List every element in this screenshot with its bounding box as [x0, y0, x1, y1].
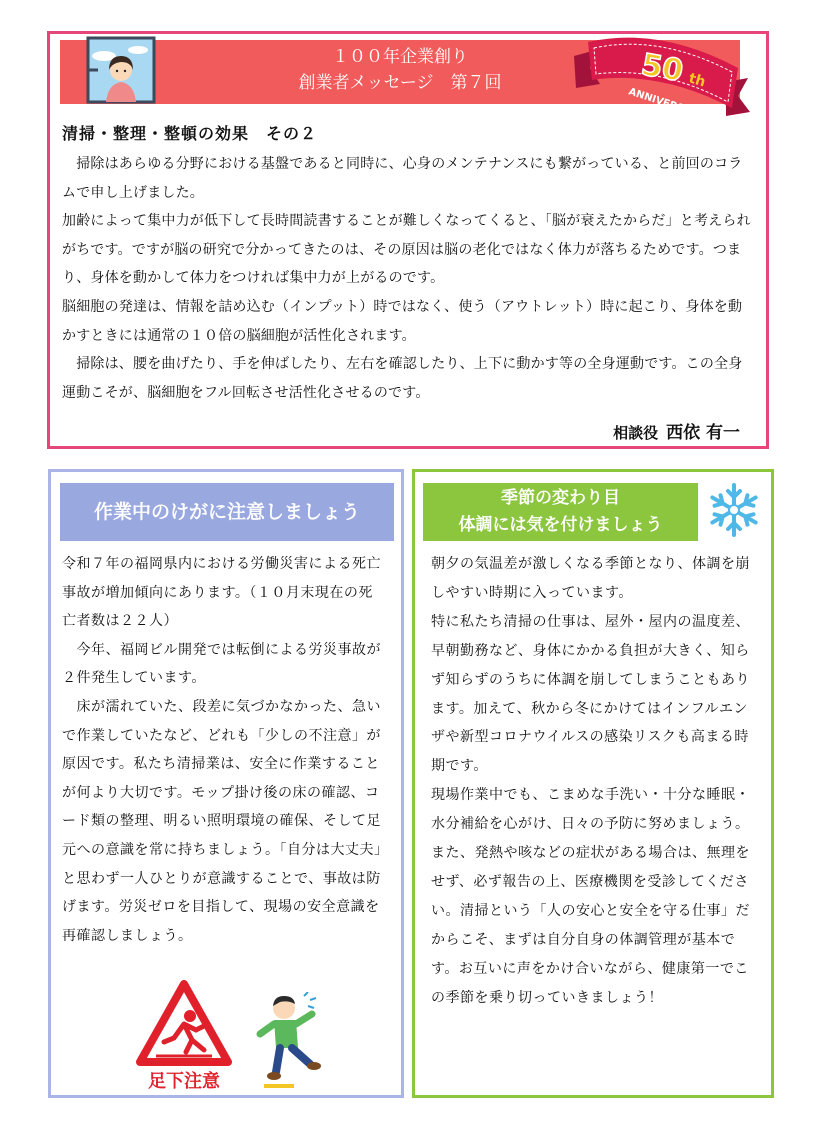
seasonal-paragraph: また、発熱や咳などの症状がある場合は、無理をせず、必ず報告の上、医療機関を受診してください。清掃という「人の安心と安全を守る仕事」だからこそ、まずは自分自身の体調管理が基本です。お互いに声をかけ合いながら、健康第一でこの季節を乗り切っていきましょう！ — [431, 845, 750, 1006]
title-line-2: 創業者メッセージ 第７回 — [298, 73, 502, 93]
injury-caution-title: 作業中のけがに注意しましょう — [93, 501, 360, 523]
seasonal-health-title — [423, 485, 698, 539]
article-paragraph: 掃除は、腰を曲げたり、手を伸ばしたり、左右を確認したり、上下に動かす等の全身運動です。この全身運動こそが、脳細胞をフル回転させ活性化させるのです。 — [62, 356, 743, 401]
article-paragraph: 脳細胞の発達は、情報を詰め込む（インプット）時ではなく、使う（アウトレット）時に起こり、身体を動かすときには通常の１０倍の脳細胞が活性化されます。 — [62, 298, 743, 344]
article-heading: 清掃・整理・整頓の効果 その２ — [62, 124, 318, 143]
signature-name: 西依 有一 — [666, 423, 740, 443]
injury-caution-paragraph: 今年、福岡ビル開発では転倒による労災事故が２件発生しています。 — [62, 641, 381, 687]
signature-role: 相談役 — [613, 424, 659, 442]
seasonal-title-line-1: 季節の変わり目 — [501, 488, 620, 508]
seasonal-paragraph: 特に私たち清掃の仕事は、屋外・屋内の温度差、早朝勤務など、身体にかかる負担が大きく、知らず知らずのうちに体調を崩してしまうこともあります。加えて、秋から冬にかけてはインフルエンザや新型コロナウイルスの感染リスクも高まる時期です。 — [431, 613, 750, 775]
title-line-1: １００年企業創り — [332, 47, 468, 67]
article-signature — [560, 418, 740, 443]
badge-number: 50 — [638, 47, 686, 90]
anniversary-badge — [566, 28, 754, 132]
injury-caution-body — [62, 550, 382, 950]
article-paragraph: 加齢によって集中力が低下して長時間読書することが難しくなってくると、「脳が衰えたからだ」と考えられがちです。ですが脳の研究で分かってきたのは、その原因は脳の老化ではなく体力が落ちるためです。つまり、身体を動かして体力をつければ集中力が上がるのです。 — [62, 213, 751, 287]
snowflake-icon — [706, 482, 762, 538]
article-body — [62, 150, 756, 407]
seasonal-paragraph: 現場作業中でも、こまめな手洗い・十分な睡眠・水分補給を心がけ、日々の予防に努めましょう。 — [431, 787, 750, 833]
seasonal-health-body — [431, 550, 759, 1013]
injury-caution-paragraph: 床が濡れていた、段差に気づかなかった、急いで作業していたなど、どれも「少しの不注意」が原因です。私たち清掃業は、安全に作業することが何より大切です。モップ掛け後の床の確認、コード類の整理、明るい照明環境の確保、そして足元への意識を常に持ちましょう。「自分は大丈夫」と思わず一人ひとりが意識することで、事故は防げます。労災ゼロを目指して、現場の安全意識を再確認しましょう。 — [62, 698, 382, 944]
founder-message-title — [250, 44, 550, 96]
seasonal-paragraph: 朝夕の気温差が激しくなる季節となり、体調を崩しやすい時期に入っています。 — [431, 556, 750, 601]
seasonal-title-line-2: 体調には気を付けましょう — [458, 515, 663, 535]
badge-suffix: th — [686, 70, 708, 91]
injury-caution-paragraph: 令和７年の福岡県内における労働災害による死亡事故が増加傾向にあります。（１０月末現在の死亡者数は２２人） — [62, 556, 381, 630]
caution-sign-text: 足下注意 — [148, 1071, 220, 1092]
caution-slip-sign-icon — [134, 980, 234, 1092]
window-person-illustration — [86, 36, 156, 104]
badge-label: ANNIVERSARY — [627, 86, 707, 122]
article-paragraph: 掃除はあらゆる分野における基盤であると同時に、心身のメンテナンスにも繋がっている、と前回のコラムで申し上げました。 — [62, 156, 743, 201]
falling-man-illustration — [254, 992, 328, 1090]
